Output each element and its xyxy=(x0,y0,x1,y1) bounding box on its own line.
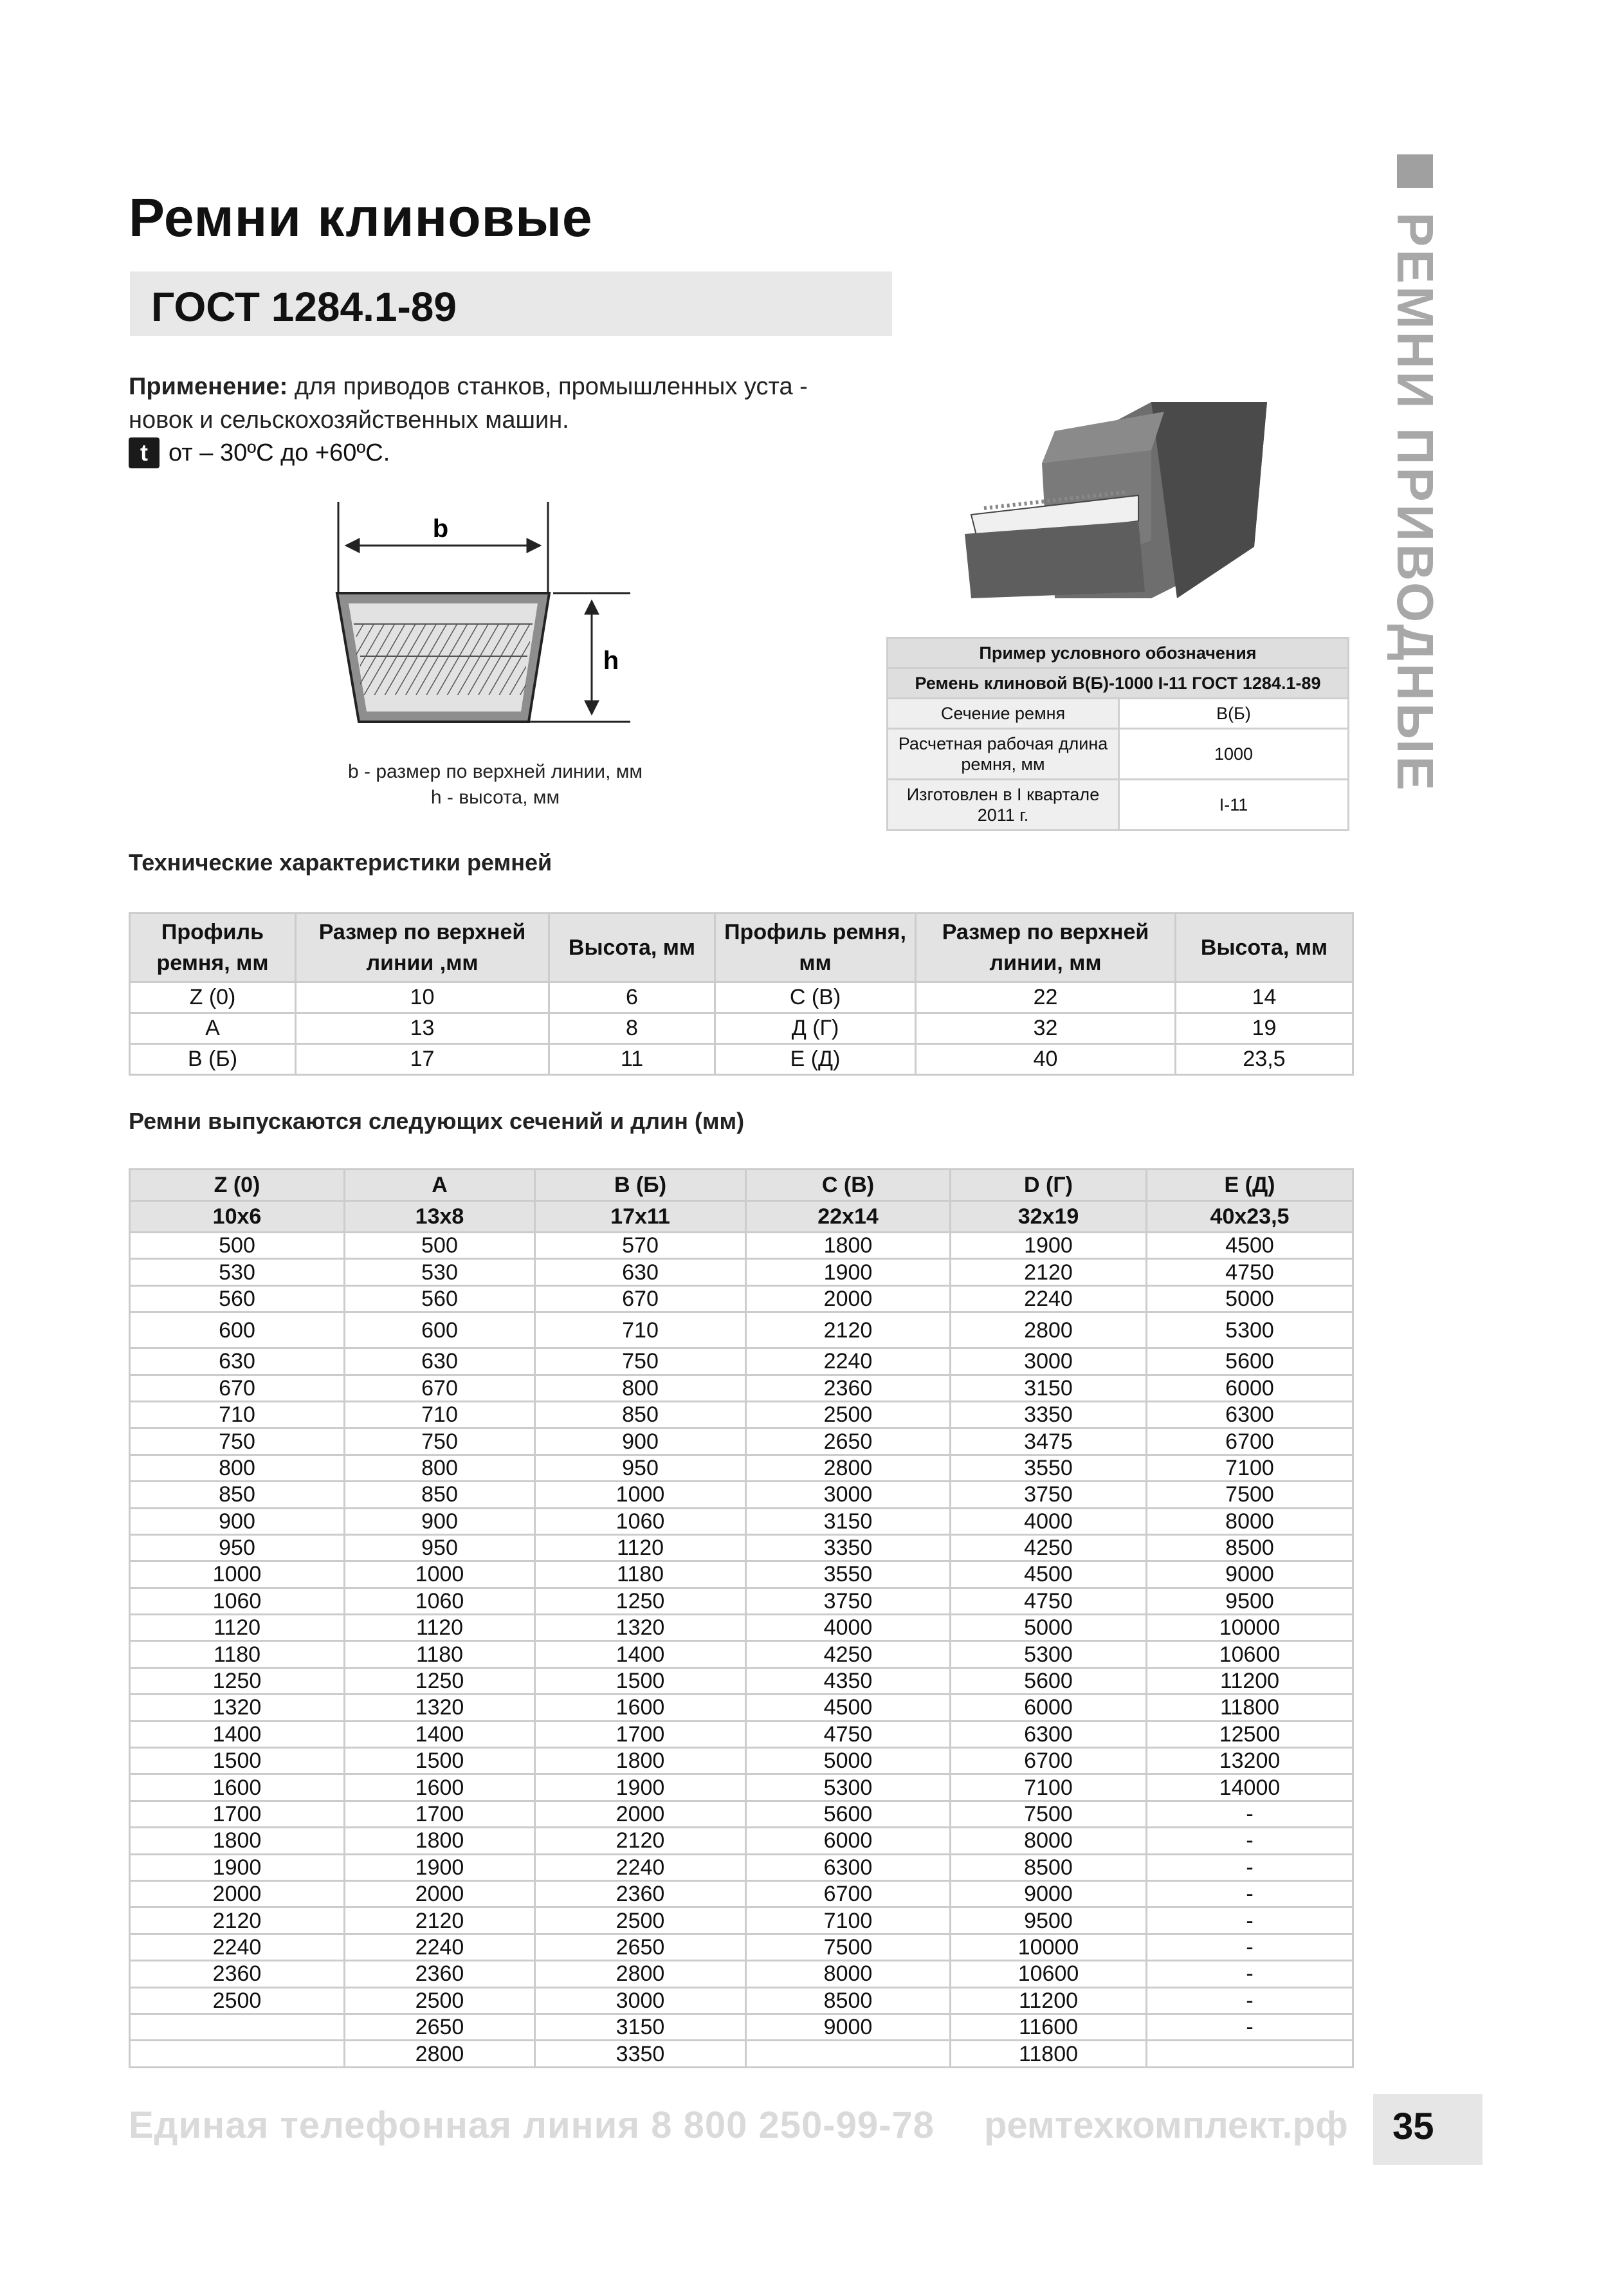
lengths-cell: 5600 xyxy=(951,1667,1147,1694)
table-row xyxy=(130,1854,1353,1880)
lengths-cell: 1900 xyxy=(535,1774,746,1801)
belt-photo xyxy=(958,386,1293,618)
lengths-cell: 6300 xyxy=(746,1854,951,1880)
lengths-header-name: E (Д) xyxy=(1147,1170,1353,1201)
lengths-cell: - xyxy=(1147,1854,1353,1880)
lengths-cell: 630 xyxy=(345,1348,535,1375)
lengths-cell: - xyxy=(1147,1987,1353,2014)
lengths-cell: 530 xyxy=(130,1259,345,1285)
lengths-cell: 710 xyxy=(130,1401,345,1428)
lengths-cell: 710 xyxy=(535,1312,746,1348)
lengths-cell: 14000 xyxy=(1147,1774,1353,1801)
lengths-cell: 630 xyxy=(535,1259,746,1285)
specs-row xyxy=(130,1044,1353,1075)
lengths-header-name: D (Г) xyxy=(951,1170,1147,1201)
specs-cell: 11 xyxy=(549,1044,715,1075)
specs-cell: 17 xyxy=(296,1044,549,1075)
table-row xyxy=(130,1534,1353,1561)
lengths-cell: 3550 xyxy=(746,1561,951,1588)
lengths-cell: 1800 xyxy=(746,1233,951,1259)
specs-header: Размер по верхней линии, мм xyxy=(916,914,1176,982)
lengths-cell: 530 xyxy=(345,1259,535,1285)
table-row xyxy=(130,2041,1353,2067)
lengths-cell: 600 xyxy=(345,1312,535,1348)
lengths-cell: 2240 xyxy=(345,1934,535,1960)
application-description: для приводов станков, промышленных уста - новок и сельскохозяйственных машин. xyxy=(129,373,808,434)
lengths-cell: 2240 xyxy=(535,1854,746,1880)
lengths-cell: 7100 xyxy=(951,1774,1147,1801)
lengths-cell: 1900 xyxy=(130,1854,345,1880)
lengths-cell: 850 xyxy=(535,1401,746,1428)
lengths-cell: 4250 xyxy=(951,1534,1147,1561)
lengths-cell: 1120 xyxy=(345,1615,535,1641)
temperature-icon: t xyxy=(129,437,160,468)
table-row xyxy=(130,1312,1353,1348)
lengths-cell: 1180 xyxy=(130,1641,345,1667)
example-designation: Ремень клиновой В(Б)-1000 I-11 ГОСТ 1284.1-89 xyxy=(888,668,1349,699)
lengths-cell: 2000 xyxy=(746,1285,951,1312)
lengths-cell: 3150 xyxy=(951,1375,1147,1401)
legend-h: h - высота, мм xyxy=(430,787,560,808)
lengths-cell: 10000 xyxy=(951,1934,1147,1960)
example-row-label: Изготовлен в I квартале 2011 г. xyxy=(888,780,1119,831)
temperature-range xyxy=(129,437,390,468)
table-row xyxy=(130,1615,1353,1641)
lengths-cell: 1600 xyxy=(345,1774,535,1801)
lengths-cell: 1060 xyxy=(345,1588,535,1614)
lengths-cell: 2500 xyxy=(746,1401,951,1428)
lengths-cell: 2120 xyxy=(535,1828,746,1854)
table-row xyxy=(130,1961,1353,1987)
lengths-cell: 1250 xyxy=(345,1667,535,1694)
lengths-cell: 1320 xyxy=(535,1615,746,1641)
lengths-cell: 6700 xyxy=(951,1748,1147,1774)
lengths-cell: 750 xyxy=(535,1348,746,1375)
lengths-cell: 2000 xyxy=(535,1801,746,1827)
belt-cross-section-diagram xyxy=(309,502,656,746)
lengths-cell: 2120 xyxy=(746,1312,951,1348)
lengths-cell: 6000 xyxy=(746,1828,951,1854)
lengths-cell: 1700 xyxy=(535,1721,746,1747)
lengths-cell: 5300 xyxy=(1147,1312,1353,1348)
lengths-cell: 2500 xyxy=(535,1907,746,1934)
example-row-value: 1000 xyxy=(1119,729,1349,780)
lengths-cell: - xyxy=(1147,1828,1353,1854)
lengths-cell: 850 xyxy=(345,1482,535,1508)
table-row xyxy=(130,1375,1353,1401)
footer-website[interactable]: ремтехкомплект.рф xyxy=(984,2104,1348,2146)
gost-standard: ГОСТ 1284.1-89 xyxy=(151,284,457,330)
lengths-cell: 2360 xyxy=(345,1961,535,1987)
legend-b: b - размер по верхней линии, мм xyxy=(348,761,643,782)
lengths-cell: 1800 xyxy=(535,1748,746,1774)
lengths-cell: 2800 xyxy=(746,1455,951,1481)
example-row-value: I-11 xyxy=(1119,780,1349,831)
lengths-cell: 2000 xyxy=(345,1880,535,1907)
lengths-cell: 2800 xyxy=(951,1312,1147,1348)
lengths-cell: 710 xyxy=(345,1401,535,1428)
table-row xyxy=(130,1934,1353,1960)
lengths-cell: 4500 xyxy=(1147,1233,1353,1259)
specs-cell: 8 xyxy=(549,1013,715,1044)
temperature-text: от – 30ºС до +60ºС. xyxy=(169,439,390,466)
lengths-header-name: Z (0) xyxy=(130,1170,345,1201)
lengths-cell: 1900 xyxy=(746,1259,951,1285)
lengths-cell: 6700 xyxy=(746,1880,951,1907)
lengths-cell: 1180 xyxy=(535,1561,746,1588)
lengths-cell: 1500 xyxy=(130,1748,345,1774)
lengths-cell: 8000 xyxy=(951,1828,1147,1854)
page-number: 35 xyxy=(1392,2106,1434,2147)
lengths-cell: 560 xyxy=(130,1285,345,1312)
lengths-cell: 3150 xyxy=(535,2014,746,2040)
lengths-cell: 11800 xyxy=(1147,1695,1353,1721)
lengths-cell: 3150 xyxy=(746,1508,951,1534)
lengths-cell: 8500 xyxy=(746,1987,951,2014)
lengths-cell: 600 xyxy=(130,1312,345,1348)
lengths-cell: 6300 xyxy=(1147,1401,1353,1428)
table-row xyxy=(130,1455,1353,1481)
specs-header: Размер по верхней линии ,мм xyxy=(296,914,549,982)
lengths-cell: 2650 xyxy=(535,1934,746,1960)
lengths-cell: 750 xyxy=(130,1428,345,1455)
page-title: Ремни клиновые xyxy=(129,187,593,248)
lengths-cell: 6300 xyxy=(951,1721,1147,1747)
lengths-cell: 4500 xyxy=(951,1561,1147,1588)
lengths-cell: 2650 xyxy=(345,2014,535,2040)
lengths-cell xyxy=(1147,2041,1353,2067)
footer-phone: Единая телефонная линия 8 800 250-99-78 xyxy=(129,2104,935,2146)
lengths-cell: 2120 xyxy=(130,1907,345,1934)
specs-header: Высота, мм xyxy=(1176,914,1353,982)
side-section-label: РЕМНИ ПРИВОДНЫЕ xyxy=(1387,212,1444,793)
lengths-cell: 1500 xyxy=(535,1667,746,1694)
lengths-cell xyxy=(130,2041,345,2067)
specs-cell: Е (Д) xyxy=(715,1044,916,1075)
lengths-cell: 1000 xyxy=(535,1482,746,1508)
lengths-cell: 9500 xyxy=(1147,1588,1353,1614)
lengths-cell: - xyxy=(1147,1934,1353,1960)
specs-cell: В (Б) xyxy=(130,1044,296,1075)
lengths-cell: 8500 xyxy=(1147,1534,1353,1561)
lengths-cell: 670 xyxy=(345,1375,535,1401)
lengths-cell: 950 xyxy=(345,1534,535,1561)
lengths-header-size: 10х6 xyxy=(130,1201,345,1233)
lengths-cell: 3000 xyxy=(951,1348,1147,1375)
table-row xyxy=(130,1641,1353,1667)
lengths-cell: 13200 xyxy=(1147,1748,1353,1774)
specs-table xyxy=(129,912,1354,1076)
specs-cell: 19 xyxy=(1176,1013,1353,1044)
lengths-cell: 1060 xyxy=(130,1588,345,1614)
lengths-header-size: 40x23,5 xyxy=(1147,1201,1353,1233)
table-row xyxy=(130,1482,1353,1508)
lengths-cell: 12500 xyxy=(1147,1721,1353,1747)
lengths-cell: 8000 xyxy=(746,1961,951,1987)
lengths-cell: 1800 xyxy=(345,1828,535,1854)
lengths-cell: 1400 xyxy=(130,1721,345,1747)
example-row xyxy=(888,729,1349,780)
lengths-header-size: 13x8 xyxy=(345,1201,535,1233)
lengths-cell: 3350 xyxy=(746,1534,951,1561)
lengths-cell: 850 xyxy=(130,1482,345,1508)
lengths-cell: 2500 xyxy=(130,1987,345,2014)
lengths-cell: 2360 xyxy=(130,1961,345,1987)
lengths-cell: 9000 xyxy=(746,2014,951,2040)
side-marker xyxy=(1397,154,1433,188)
table-row xyxy=(130,1774,1353,1801)
specs-cell: Z (0) xyxy=(130,982,296,1013)
lengths-cell: 4000 xyxy=(746,1615,951,1641)
table-row xyxy=(130,1828,1353,1854)
lengths-cell: 10600 xyxy=(951,1961,1147,1987)
lengths-cell: 11600 xyxy=(951,2014,1147,2040)
lengths-cell: 570 xyxy=(535,1233,746,1259)
table-row xyxy=(130,1907,1353,1934)
lengths-header-size: 32x19 xyxy=(951,1201,1147,1233)
table-row xyxy=(130,1801,1353,1827)
lengths-cell: 4750 xyxy=(1147,1259,1353,1285)
lengths-cell: 9500 xyxy=(951,1907,1147,1934)
specs-header: Высота, мм xyxy=(549,914,715,982)
example-row xyxy=(888,780,1349,831)
lengths-cell: 10600 xyxy=(1147,1641,1353,1667)
lengths-cell: 900 xyxy=(345,1508,535,1534)
lengths-cell: 8500 xyxy=(951,1854,1147,1880)
lengths-cell: 3000 xyxy=(746,1482,951,1508)
lengths-header-row xyxy=(130,1170,1353,1201)
table-row xyxy=(130,1695,1353,1721)
lengths-cell: 11200 xyxy=(1147,1667,1353,1694)
lengths-cell: 800 xyxy=(535,1375,746,1401)
specs-cell: С (В) xyxy=(715,982,916,1013)
lengths-cell: 5000 xyxy=(746,1748,951,1774)
lengths-cell: 6000 xyxy=(1147,1375,1353,1401)
lengths-header-row xyxy=(130,1201,1353,1233)
lengths-cell: 2240 xyxy=(746,1348,951,1375)
lengths-cell: 4250 xyxy=(746,1641,951,1667)
lengths-cell: 1500 xyxy=(345,1748,535,1774)
lengths-header-name: C (B) xyxy=(746,1170,951,1201)
lengths-header-size: 17x11 xyxy=(535,1201,746,1233)
lengths-cell xyxy=(130,2014,345,2040)
lengths-cell: 1900 xyxy=(951,1233,1147,1259)
example-title: Пример условного обозначения xyxy=(888,638,1349,668)
lengths-cell: 1600 xyxy=(130,1774,345,1801)
table-row xyxy=(130,1721,1353,1747)
table-row xyxy=(130,1401,1353,1428)
lengths-cell: 630 xyxy=(130,1348,345,1375)
lengths-cell: 1400 xyxy=(345,1721,535,1747)
dimension-b-label: b xyxy=(432,515,449,543)
lengths-cell: 950 xyxy=(130,1534,345,1561)
lengths-cell: 2500 xyxy=(345,1987,535,2014)
lengths-cell: 3000 xyxy=(535,1987,746,2014)
lengths-cell: 500 xyxy=(345,1233,535,1259)
dimension-h-label: h xyxy=(603,647,619,675)
table-row xyxy=(130,1880,1353,1907)
lengths-cell: 800 xyxy=(345,1455,535,1481)
lengths-cell: 7500 xyxy=(1147,1482,1353,1508)
lengths-cell: 2650 xyxy=(746,1428,951,1455)
lengths-cell: 1060 xyxy=(535,1508,746,1534)
lengths-header-name: A xyxy=(345,1170,535,1201)
lengths-cell: 2120 xyxy=(345,1907,535,1934)
table-row xyxy=(130,1987,1353,2014)
lengths-cell: 1400 xyxy=(535,1641,746,1667)
lengths-cell: 2240 xyxy=(130,1934,345,1960)
table-row xyxy=(130,1285,1353,1312)
specs-cell: 40 xyxy=(916,1044,1176,1075)
lengths-cell: 2800 xyxy=(345,2041,535,2067)
lengths-cell: 3550 xyxy=(951,1455,1147,1481)
lengths-cell: 950 xyxy=(535,1455,746,1481)
lengths-cell: 4350 xyxy=(746,1667,951,1694)
lengths-cell: 1120 xyxy=(535,1534,746,1561)
specs-cell: 13 xyxy=(296,1013,549,1044)
lengths-cell: 7500 xyxy=(951,1801,1147,1827)
lengths-cell xyxy=(746,2041,951,2067)
application-text xyxy=(129,370,875,437)
lengths-cell: 2360 xyxy=(535,1880,746,1907)
lengths-cell: - xyxy=(1147,1880,1353,1907)
lengths-cell: 3750 xyxy=(951,1482,1147,1508)
lengths-cell: 2240 xyxy=(951,1285,1147,1312)
example-row xyxy=(888,699,1349,729)
lengths-cell: 1120 xyxy=(130,1615,345,1641)
lengths-cell: 3350 xyxy=(951,1401,1147,1428)
lengths-cell: 7100 xyxy=(746,1907,951,1934)
specs-header: Профиль ремня, мм xyxy=(130,914,296,982)
lengths-cell: 5600 xyxy=(1147,1348,1353,1375)
lengths-cell: 6000 xyxy=(951,1695,1147,1721)
lengths-cell: - xyxy=(1147,1961,1353,1987)
example-row-label: Сечение ремня xyxy=(888,699,1119,729)
table-row xyxy=(130,1233,1353,1259)
lengths-cell: 1250 xyxy=(535,1588,746,1614)
lengths-cell: 7500 xyxy=(746,1934,951,1960)
lengths-cell: 2120 xyxy=(951,1259,1147,1285)
lengths-cell: 3750 xyxy=(746,1588,951,1614)
application-label: Применение: xyxy=(129,373,288,400)
lengths-cell: 900 xyxy=(535,1428,746,1455)
specs-cell: 14 xyxy=(1176,982,1353,1013)
lengths-cell: 500 xyxy=(130,1233,345,1259)
lengths-cell: 8000 xyxy=(1147,1508,1353,1534)
lengths-cell: 2800 xyxy=(535,1961,746,1987)
lengths-cell: 1600 xyxy=(535,1695,746,1721)
lengths-cell: 7100 xyxy=(1147,1455,1353,1481)
table-row xyxy=(130,1428,1353,1455)
lengths-cell: 1320 xyxy=(345,1695,535,1721)
example-row-label: Расчетная рабочая длина ремня, мм xyxy=(888,729,1119,780)
table-row xyxy=(130,1561,1353,1588)
lengths-cell: 4500 xyxy=(746,1695,951,1721)
lengths-cell: 6700 xyxy=(1147,1428,1353,1455)
lengths-cell: 750 xyxy=(345,1428,535,1455)
lengths-cell: 5300 xyxy=(951,1641,1147,1667)
lengths-cell: 1000 xyxy=(130,1561,345,1588)
lengths-cell: 1900 xyxy=(345,1854,535,1880)
specs-cell: 23,5 xyxy=(1176,1044,1353,1075)
lengths-cell: 4000 xyxy=(951,1508,1147,1534)
specs-row xyxy=(130,982,1353,1013)
lengths-cell: 10000 xyxy=(1147,1615,1353,1641)
lengths-cell: 11200 xyxy=(951,1987,1147,2014)
example-row-value: В(Б) xyxy=(1119,699,1349,729)
lengths-cell: 5000 xyxy=(951,1615,1147,1641)
table-row xyxy=(130,1748,1353,1774)
lengths-cell: 670 xyxy=(535,1285,746,1312)
dimension-legend xyxy=(296,759,695,811)
specs-cell: А xyxy=(130,1013,296,1044)
lengths-cell: 2360 xyxy=(746,1375,951,1401)
specs-row xyxy=(130,1013,1353,1044)
table-row xyxy=(130,1508,1353,1534)
specs-cell: Д (Г) xyxy=(715,1013,916,1044)
lengths-cell: 5600 xyxy=(746,1801,951,1827)
lengths-cell: - xyxy=(1147,1801,1353,1827)
specs-title: Технические характеристики ремней xyxy=(129,849,552,876)
table-row xyxy=(130,1667,1353,1694)
lengths-table xyxy=(129,1168,1354,2068)
lengths-header-size: 22x14 xyxy=(746,1201,951,1233)
lengths-cell: 670 xyxy=(130,1375,345,1401)
lengths-cell: 2000 xyxy=(130,1880,345,1907)
lengths-cell: - xyxy=(1147,1907,1353,1934)
specs-cell: 6 xyxy=(549,982,715,1013)
table-row xyxy=(130,1348,1353,1375)
lengths-cell: 900 xyxy=(130,1508,345,1534)
lengths-cell: 5300 xyxy=(746,1774,951,1801)
specs-cell: 32 xyxy=(916,1013,1176,1044)
lengths-cell: 1700 xyxy=(345,1801,535,1827)
lengths-cell: - xyxy=(1147,2014,1353,2040)
lengths-cell: 9000 xyxy=(951,1880,1147,1907)
specs-cell: 10 xyxy=(296,982,549,1013)
lengths-cell: 11800 xyxy=(951,2041,1147,2067)
table-row xyxy=(130,1588,1353,1614)
table-row xyxy=(130,1259,1353,1285)
lengths-header-name: B (Б) xyxy=(535,1170,746,1201)
lengths-cell: 560 xyxy=(345,1285,535,1312)
lengths-cell: 9000 xyxy=(1147,1561,1353,1588)
lengths-cell: 1700 xyxy=(130,1801,345,1827)
lengths-cell: 3350 xyxy=(535,2041,746,2067)
specs-cell: 22 xyxy=(916,982,1176,1013)
lengths-cell: 1320 xyxy=(130,1695,345,1721)
lengths-cell: 800 xyxy=(130,1455,345,1481)
table-row xyxy=(130,2014,1353,2040)
lengths-cell: 1800 xyxy=(130,1828,345,1854)
lengths-cell: 4750 xyxy=(746,1721,951,1747)
lengths-cell: 4750 xyxy=(951,1588,1147,1614)
specs-header: Профиль ремня, мм xyxy=(715,914,916,982)
lengths-title: Ремни выпускаются следующих сечений и длин (мм) xyxy=(129,1108,745,1134)
lengths-cell: 3475 xyxy=(951,1428,1147,1455)
lengths-cell: 1000 xyxy=(345,1561,535,1588)
lengths-cell: 5000 xyxy=(1147,1285,1353,1312)
example-designation-table xyxy=(886,637,1349,831)
lengths-cell: 1250 xyxy=(130,1667,345,1694)
lengths-cell: 1180 xyxy=(345,1641,535,1667)
